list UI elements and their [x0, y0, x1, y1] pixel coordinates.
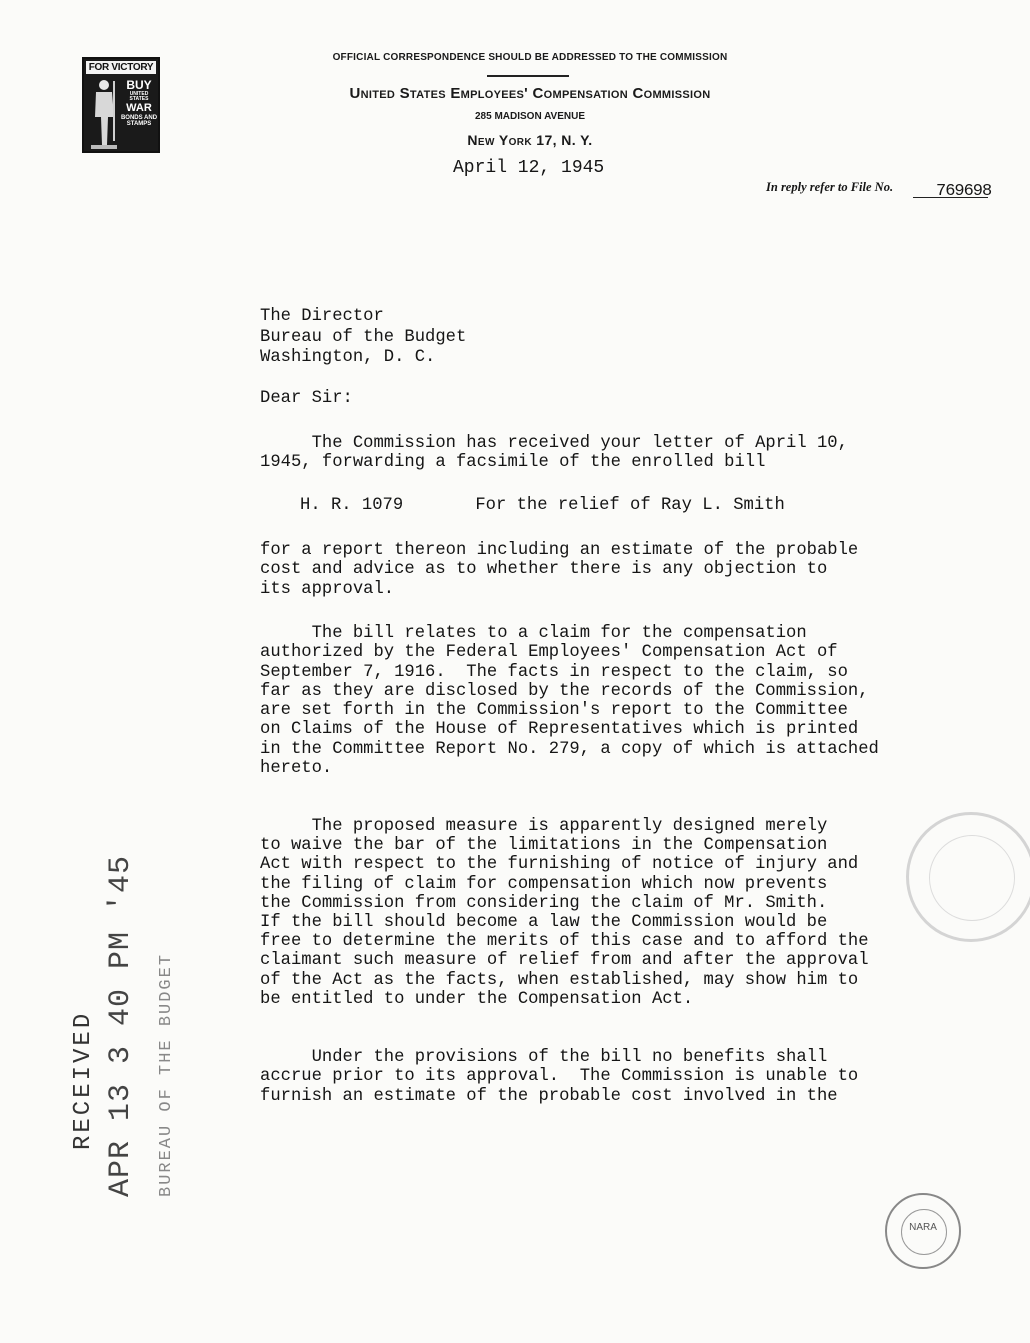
- war-bonds-poster-logo: [82, 57, 160, 153]
- body-line: in the Committee Report No. 279, a copy of which is attached: [260, 739, 879, 759]
- received-office: BUREAU OF THE BUDGET: [157, 952, 176, 1197]
- nara-label: NARA: [909, 1222, 937, 1233]
- bill-reference: H. R. 1079 For the relief of Ray L. Smith: [300, 496, 785, 515]
- body-line: 1945, forwarding a facsimile of the enrolled bill: [260, 453, 766, 473]
- body-line: be entitled to under the Compensation Act.: [260, 989, 694, 1009]
- poster-text: [120, 79, 158, 127]
- paragraph-5: [260, 1048, 858, 1106]
- received-date: APR 13 3 40 PM '45: [104, 854, 138, 1197]
- library-seal-inner: [929, 835, 1015, 921]
- paragraph-3: [260, 624, 879, 778]
- body-line: far as they are disclosed by the records of the Commission,: [260, 681, 869, 701]
- body-line: the filing of claim for compensation which now prevents: [260, 874, 828, 894]
- body-line: The bill relates to a claim for the compensation: [260, 624, 807, 643]
- received-label: RECEIVED: [70, 1010, 97, 1150]
- library-seal-icon: [906, 812, 1030, 942]
- body-line: accrue prior to its approval. The Commission is unable to: [260, 1067, 859, 1087]
- paragraph-2: [260, 541, 858, 599]
- body-line: September 7, 1916. The facts in respect to the claim, so: [260, 662, 848, 682]
- poster-war: WAR: [126, 102, 152, 114]
- body-line: are set forth in the Commission's report to the Committee: [260, 701, 848, 721]
- body-line: Under the provisions of the bill no benefits shall: [260, 1048, 828, 1067]
- body-line: its approval.: [260, 579, 395, 599]
- body-line: The Commission has received your letter of April 10,: [260, 434, 848, 453]
- organization-name: United States Employees' Compensation Commission: [349, 85, 711, 102]
- street-address: 285 MADISON AVENUE: [474, 111, 586, 122]
- body-line: for a report thereon including an estimate of the probable: [260, 541, 859, 560]
- recipient-line: The Director: [260, 307, 384, 326]
- recipient-line: Washington, D. C.: [260, 348, 436, 367]
- poster-united-states: UNITED STATES: [129, 91, 149, 102]
- body-line: Act with respect to the furnishing of notice of injury and: [260, 855, 859, 875]
- body-line: on Claims of the House of Representatives which is printed: [260, 720, 859, 740]
- body-line: free to determine the merits of this case and to afford the: [260, 932, 869, 952]
- body-line: of the Act as the facts, when established, may show him to: [260, 970, 859, 990]
- body-line: claimant such measure of relief from and after the approval: [260, 951, 869, 971]
- body-line: If the bill should become a law the Commission would be: [260, 913, 828, 933]
- nara-seal-icon: [885, 1193, 961, 1269]
- received-stamp: [70, 854, 210, 1205]
- letterhead-divider: [487, 75, 569, 77]
- body-line: to waive the bar of the limitations in the Compensation: [260, 836, 828, 856]
- letter-date: April 12, 1945: [453, 158, 605, 178]
- paragraph-1: [260, 434, 848, 473]
- body-line: furnish an estimate of the probable cost involved in the: [260, 1086, 838, 1106]
- file-number: 769698: [936, 182, 992, 201]
- city-address: New York 17, N. Y.: [467, 132, 593, 148]
- recipient-address: [260, 307, 466, 369]
- salutation: Dear Sir:: [260, 389, 353, 408]
- correspondence-notice: OFFICIAL CORRESPONDENCE SHOULD BE ADDRESSED TO THE COMMISSION: [332, 52, 728, 63]
- poster-bonds: BONDS AND STAMPS: [120, 115, 158, 127]
- recipient-line: Bureau of the Budget: [260, 327, 467, 347]
- body-line: the Commission from considering the claim of Mr. Smith.: [260, 893, 828, 913]
- paragraph-4: [260, 817, 869, 1009]
- body-line: The proposed measure is apparently designed merely: [260, 817, 828, 836]
- file-reference-label: In reply refer to File No.: [766, 180, 894, 194]
- body-line: hereto.: [260, 759, 333, 779]
- body-line: authorized by the Federal Employees' Compensation Act of: [260, 643, 838, 663]
- minuteman-figure-icon: [87, 75, 121, 151]
- poster-buy: BUY: [126, 78, 152, 92]
- poster-top-label: FOR VICTORY: [86, 61, 156, 74]
- body-line: cost and advice as to whether there is any objection to: [260, 560, 828, 580]
